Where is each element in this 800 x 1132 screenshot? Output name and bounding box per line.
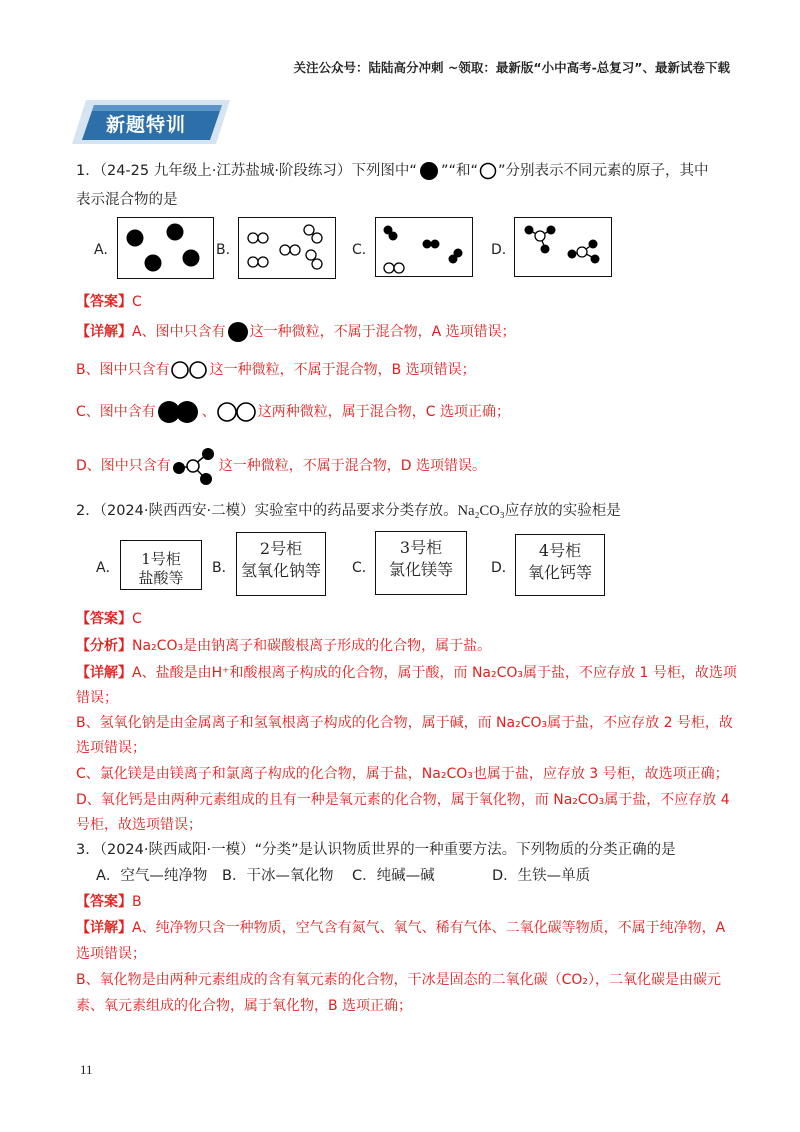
q3-option-c: C．纯碱—碱	[352, 868, 435, 884]
option-c-label: C．	[352, 560, 376, 576]
q1-detail-b: B、图中只含有 这一种微粒，不属于混合物，B 选项错误；	[76, 358, 476, 382]
cabinet-4: 4号柜 氧化钙等	[515, 534, 605, 596]
page-number: 11	[80, 1062, 93, 1077]
question-1-line1: 1．（24-25 九年级上·江苏盐城·阶段练习）下列图中“ ”“和“ ”分别表示不同元素的原子，其中	[76, 158, 709, 184]
option-d-diagram	[514, 217, 612, 277]
option-a-diagram	[117, 217, 214, 279]
q2-detail-d1: D、氧化钙是由两种元素组成的且有一种是氧元素的化合物，属于氧化物，而 Na₂CO₃属于盐，不应存放 4	[76, 792, 730, 808]
q2-detail-d2: 号柜，故选项错误；	[76, 817, 202, 833]
option-d-label: D.	[491, 242, 507, 258]
q1-answer: 【答案】C	[76, 294, 142, 310]
q3-answer: 【答案】B	[76, 894, 142, 910]
question-1-line2: 表示混合物的是	[76, 192, 178, 208]
option-b-label: B．	[212, 560, 236, 576]
cabinet-2: 2号柜 氢氧化钠等	[236, 532, 326, 596]
white-atom-icon	[478, 161, 498, 181]
q2-detail-a2: 错误；	[76, 690, 118, 706]
black-atom-icon	[417, 160, 441, 182]
option-a-label: A．	[96, 560, 120, 576]
q3-detail-b2: 素、氧元素组成的化合物，属于氧化物，B 选项正确；	[76, 998, 413, 1014]
q1-detail-a: 【详解】A、图中只含有 这一种微粒，不属于混合物，A 选项错误；	[76, 320, 516, 344]
q3-detail-a1: 【详解】A、纯净物只含一种物质，空气含有氮气、氧气、稀有气体、二氧化碳等物质，不属于纯净物，A	[76, 920, 726, 936]
q1-detail-c: C、图中含有 、 这两种微粒，属于混合物，C 选项正确；	[76, 398, 510, 426]
cabinet-3: 3号柜 氯化镁等	[375, 531, 467, 595]
molecule-icon	[171, 446, 219, 486]
option-b-label: B.	[216, 242, 231, 258]
question-3-line1: 3．（2024·陕西咸阳·一模）“分类”是认识物质世界的一种重要方法。下列物质的分类正确的是	[76, 842, 676, 858]
option-d-label: D．	[491, 560, 516, 576]
q2-detail-c: C、氯化镁是由镁离子和氯离子构成的化合物，属于盐，Na₂CO₃也属于盐，应存放 3 号柜，故选项正确；	[76, 766, 729, 782]
question-2-line1: 2．（2024·陕西西安·二模）实验室中的药品要求分类存放。Na₂CO₃应存放的实验柜是	[76, 503, 621, 519]
white-molecule-icon	[170, 358, 210, 382]
option-a-label: A.	[94, 242, 108, 258]
cabinet-1: 1号柜 盐酸等	[120, 540, 202, 590]
q3-detail-a2: 选项错误；	[76, 946, 146, 962]
black-molecule-icon	[156, 398, 202, 426]
q2-detail-b1: B、氢氧化钠是由金属离子和氢氧根离子构成的化合物，属于碱，而 Na₂CO₃属于盐，不应存放 2 号柜，故	[76, 715, 733, 731]
q2-detail-b2: 选项错误；	[76, 740, 146, 756]
option-c-label: C.	[352, 242, 367, 258]
option-b-diagram	[238, 217, 336, 279]
q3-option-b: B．干冰—氧化物	[222, 868, 334, 884]
white-molecule-icon	[216, 399, 258, 425]
q2-detail-a1: 【详解】A、盐酸是由H⁺和酸根离子构成的化合物，属于酸，而 Na₂CO₃属于盐，不应存放 1 号柜，故选项	[76, 665, 737, 681]
q1-detail-d: D、图中只含有 这一种微粒，不属于混合物，D 选项错误。	[76, 446, 486, 486]
option-c-diagram	[375, 217, 473, 277]
black-atom-icon	[226, 320, 250, 344]
q3-option-d: D．生铁—单质	[492, 868, 591, 884]
q2-analysis: 【分析】Na₂CO₃是由钠离子和碳酸根离子形成的化合物，属于盐。	[76, 638, 492, 654]
q3-option-a: A．空气—纯净物	[96, 868, 208, 884]
page-header: 关注公众号：陆陆高分冲刺 ~领取：最新版“小中高考-总复习”、最新试卷下载	[293, 60, 730, 75]
q3-detail-b1: B、氧化物是由两种元素组成的含有氧元素的化合物，干冰是固态的二氧化碳（CO₂），二氧化碳是由碳元	[76, 972, 722, 988]
q2-answer: 【答案】C	[76, 611, 142, 627]
section-title: 新题特训	[106, 114, 187, 136]
